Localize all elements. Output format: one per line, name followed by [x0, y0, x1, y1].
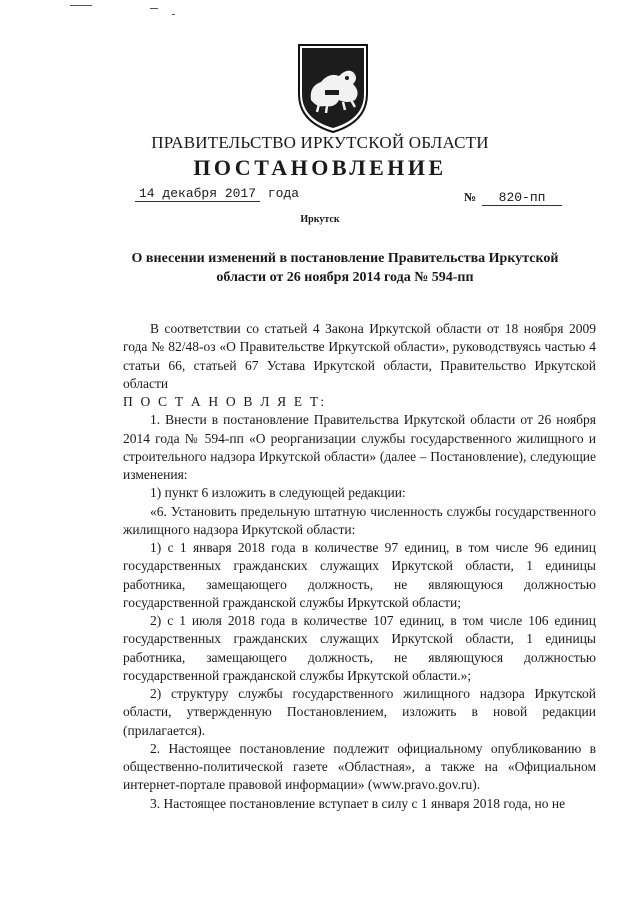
- date-field: [135, 186, 260, 202]
- paragraph: В соответствии со статьей 4 Закона Иркутской области от 18 ноября 2009 года № 82/48-оз «О Правительстве Иркутской области», руководствуясь частью 4 статьи 66, статьей 67 Устава Иркутской области, Правительство Иркутской области: [123, 321, 596, 391]
- coat-of-arms-icon: [295, 42, 371, 134]
- title-line: области от 26 ноября 2014 года № 594-пп: [216, 270, 474, 285]
- paragraph: 1) пункт 6 изложить в следующей редакции:: [150, 485, 406, 501]
- date-day: 14: [139, 186, 155, 201]
- document-date: [135, 186, 299, 201]
- government-name: ПРАВИТЕЛЬСТВО ИРКУТСКОЙ ОБЛАСТИ: [151, 133, 489, 152]
- document-type: ПОСТАНОВЛЕНИЕ: [193, 155, 447, 180]
- paragraph: 2. Настоящее постановление подлежит официальному опубликованию в общественно-политической газете «Областная», а также на «Официальном интернет-портале правовой информации» (www.pravo.gov.ru).: [123, 740, 596, 793]
- date-suffix: года: [267, 186, 300, 201]
- scan-mark: [172, 14, 175, 15]
- number-sign: №: [464, 190, 477, 204]
- paragraph: 2) с 1 июля 2018 года в количестве 107 единиц, в том числе 106 единиц государственных гражданских служащих Иркутской области, 1 единицы работника, замещающего должность, не являющуюся должностью государственной гражданской службы Иркутской области.»;: [123, 613, 596, 683]
- paragraph: 2) структуру службы государственного жилищного надзора Иркутской области, утвержденную Постановлением, изложить в новой редакции (прилагается).: [123, 686, 596, 738]
- paragraph: 1) с 1 января 2018 года в количестве 97 единиц, в том числе 96 единиц государственных гражданских служащих Иркутской области, 1 единицы работника, замещающего должность, не являющуюся должностью государственной гражданской службы Иркутской области;: [123, 540, 596, 610]
- date-month: декабря 2017: [162, 186, 257, 201]
- resolution-keyword: П О С Т А Н О В Л Я Е Т:: [123, 394, 327, 409]
- city-name: Иркутск: [300, 214, 340, 225]
- document-body: [123, 320, 596, 813]
- paragraph: 1. Внести в постановление Правительства Иркутской области от 26 ноября 2014 года № 594-пп «О реорганизации службы государственного жилищного и строительного надзора Иркутской области» (далее – Постановление), следующие изменения:: [123, 412, 596, 482]
- scan-mark: [150, 8, 158, 9]
- paragraph: «6. Установить предельную штатную численность службы государственного жилищного надзора Иркутской области:: [123, 503, 596, 537]
- title-line: О внесении изменений в постановление Правительства Иркутской: [131, 251, 559, 266]
- document-title: [110, 249, 580, 287]
- document-number: [464, 190, 562, 206]
- number-value: 820-пп: [482, 190, 562, 206]
- scan-mark: [70, 5, 92, 6]
- paragraph: 3. Настоящее постановление вступает в силу с 1 января 2018 года, но не: [150, 795, 566, 811]
